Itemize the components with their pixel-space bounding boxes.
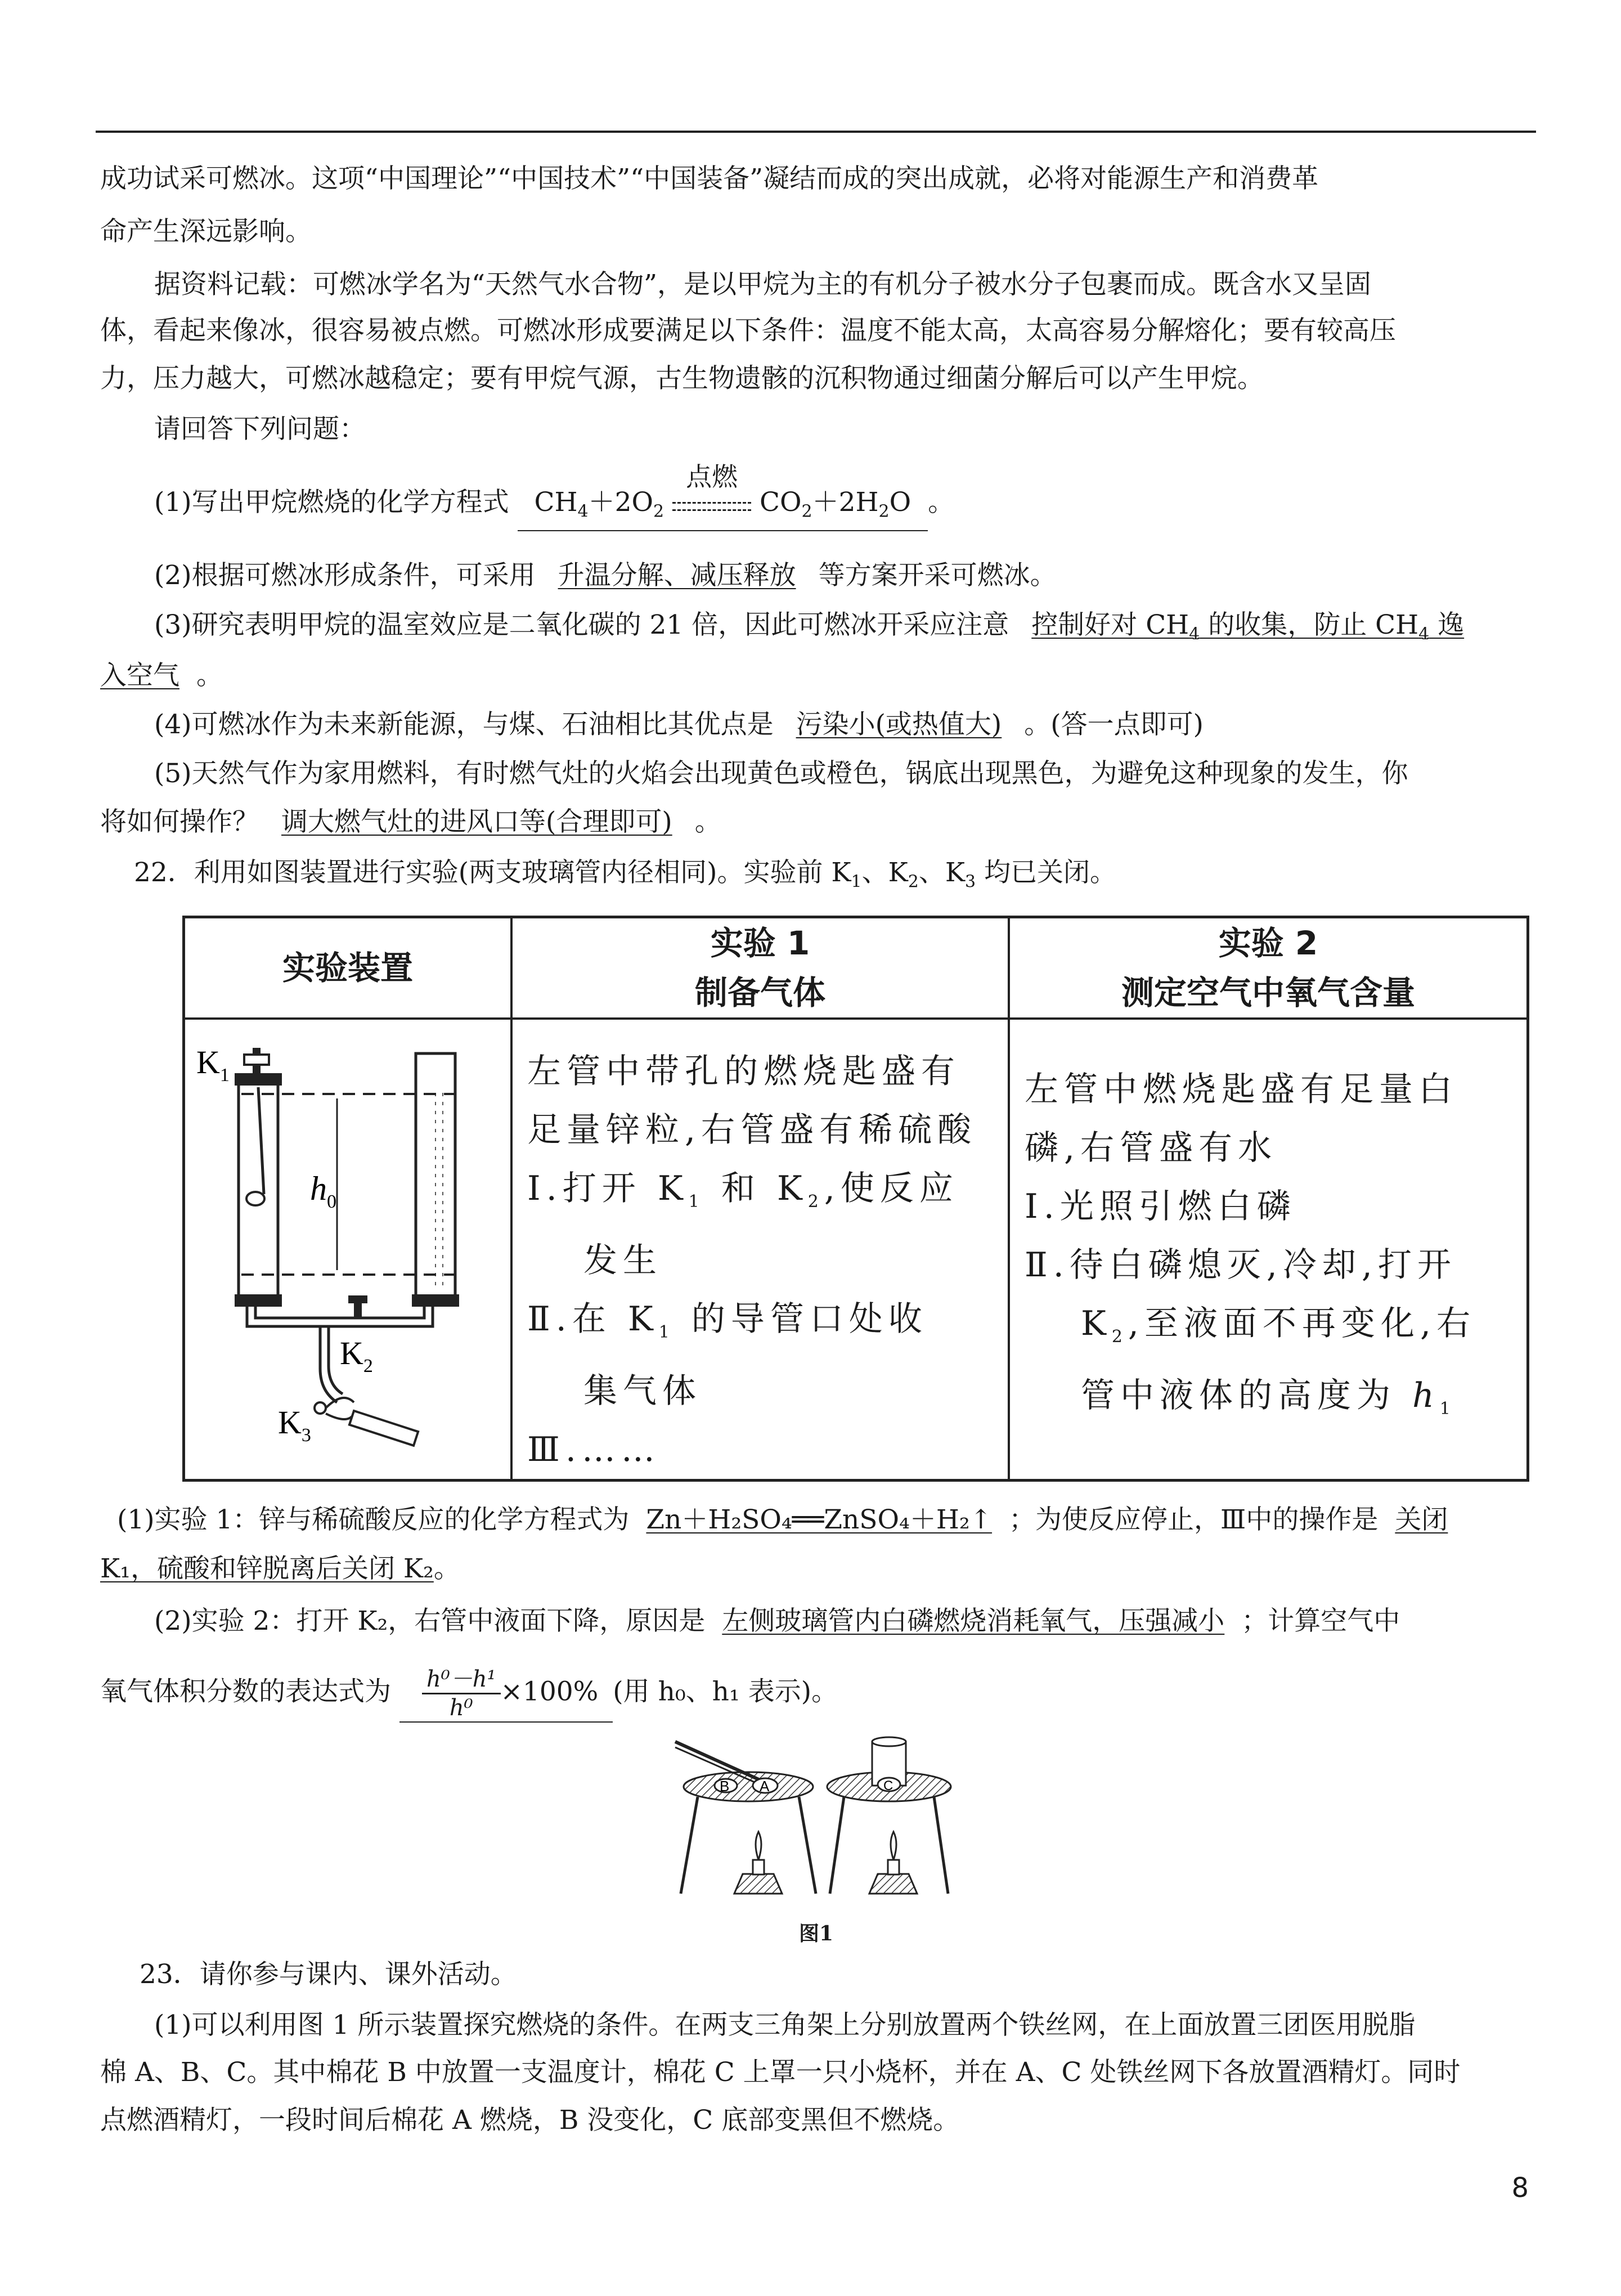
exp2-line: $K_2$,至液面不再变化,右 [1081, 1304, 1476, 1347]
question-23-stem: 23．请你参与课内、课外活动。 [140, 1959, 517, 1990]
table-header-apparatus: 实验装置 [184, 917, 512, 1019]
exp2-line: 磷,右管盛有水 [1025, 1128, 1278, 1168]
exp2-step-2: Ⅱ.待白磷熄灭,冷却,打开 [1025, 1245, 1457, 1285]
experiment-1-cell [511, 1019, 1009, 1481]
fraction-denominator: h⁰ [449, 1695, 473, 1721]
question-5: (5)天然气作为家用燃料，有时燃气灶的火焰会出现黄色或橙色，锅底出现黑色，为避免这种现象的发生，你 [154, 758, 1408, 789]
label-a: A [760, 1778, 770, 1795]
question-3-cont: 入空气 。 [100, 660, 223, 691]
header-rule [96, 131, 1536, 133]
question-4: (4)可燃冰作为未来新能源，与煤、石油相比其优点是 污染小(或热值大) 。(答一点即可) [154, 709, 1204, 740]
intro-line: 命产生深远影响。 [100, 216, 312, 247]
label-b: B [720, 1778, 730, 1795]
exp1-line: 足量锌粒,右管盛有稀硫酸 [527, 1110, 977, 1150]
answer-22-1-cont: K₁，硫酸和锌脱离后关闭 K₂。 [100, 1553, 460, 1584]
intro-line: 请回答下列问题： [154, 414, 366, 445]
question-2: (2)根据可燃冰形成条件，可采用 升温分解、减压释放 等方案开采可燃冰。 [154, 560, 1057, 591]
k3-label: $K_3$ [278, 1404, 311, 1446]
apparatus-cell [184, 1019, 512, 1481]
fraction-numerator: h⁰－h¹ [422, 1666, 501, 1694]
question-1: (1)写出甲烷燃烧的化学方程式 $CH_4+2O_2$ 点燃 $CO_2+2H_2O$ 。 [154, 484, 1583, 531]
figure-1 [664, 1730, 957, 1916]
question-23-line: 棉 A、B、C。其中棉花 B 中放置一支温度计，棉花 C 上罩一只小烧杯，并在 A、C 处铁丝网下各放置酒精灯。同时 [100, 2057, 1461, 2088]
table-header-exp1: 实验 1 制备气体 [511, 917, 1009, 1019]
reaction-condition: 点燃 [686, 461, 738, 492]
exp2-line: 管中液体的高度为 $h_1$ [1081, 1376, 1456, 1419]
exp1-line: 发生 [583, 1241, 662, 1280]
intro-line: 据资料记载：可燃冰学名为“天然气水合物”，是以甲烷为主的有机分子被水分子包裹而成。既含水又呈固 [154, 269, 1372, 300]
label-c: C [883, 1778, 893, 1793]
exp2-line: 左管中燃烧匙盛有足量白 [1025, 1070, 1458, 1109]
h0-label: $h_0$ [310, 1170, 336, 1212]
k1-label: $K_1$ [196, 1044, 230, 1086]
k2-label: $K_2$ [340, 1335, 373, 1376]
exp2-step-1: Ⅰ.光照引燃白磷 [1025, 1187, 1296, 1226]
experiment-2-cell [1009, 1019, 1528, 1481]
answer-22-1: (1)实验 1：锌与稀硫酸反应的化学方程式为 Zn＋H₂SO₄══ZnSO₄＋H₂↑ ；为使反应停止，Ⅲ中的操作是 关闭 [117, 1504, 1448, 1535]
question-5-cont: 将如何操作？ 调大燃气灶的进风口等(合理即可) 。 [100, 806, 721, 837]
question-23-line: (1)可以利用图 1 所示装置探究燃烧的条件。在两支三角架上分别放置两个铁丝网，在上面放置三团医用脱脂 [154, 2010, 1416, 2041]
apparatus-diagram [185, 1020, 506, 1470]
intro-line: 力，压力越大，可燃冰越稳定；要有甲烷气源，古生物遗骸的沉积物通过细菌分解后可以产生甲烷。 [100, 363, 1264, 394]
experiment-table [182, 916, 1529, 1482]
answer-22-2: (2)实验 2：打开 K₂，右管中液面下降，原因是 左侧玻璃管内白磷燃烧消耗氧气，压强减小 ；计算空气中 [154, 1606, 1400, 1636]
question-22-stem: 22．利用如图装置进行实验(两支玻璃管内径相同)。实验前 $K_1$、$K_2$、$K_3$ 均已关闭。 [134, 857, 1117, 892]
question-23-line: 点燃酒精灯，一段时间后棉花 A 燃烧，B 没变化，C 底部变黑但不燃烧。 [100, 2105, 960, 2136]
intro-line: 成功试采可燃冰。这项“中国理论”“中国技术”“中国装备”凝结而成的突出成就，必将对能源生产和消费革 [100, 163, 1319, 194]
exp1-line: 集气体 [583, 1371, 702, 1411]
table-header-exp2: 实验 2 测定空气中氧气含量 [1009, 917, 1528, 1019]
exp1-step-3: Ⅲ.…… [527, 1430, 661, 1469]
figure-1-caption: 图1 [799, 1922, 834, 1945]
exp1-line: 左管中带孔的燃烧匙盛有 [527, 1052, 960, 1091]
page-number: 8 [1511, 2172, 1529, 2204]
exp1-step-2: Ⅱ.在 $K_1$ 的导管口处收 [527, 1299, 928, 1342]
intro-line: 体，看起来像冰，很容易被点燃。可燃冰形成要满足以下条件：温度不能太高，太高容易分解熔化；要有较高压 [100, 315, 1396, 346]
question-3: (3)研究表明甲烷的温室效应是二氧化碳的 21 倍，因此可燃冰开采应注意 控制好对 $CH_4$ 的收集，防止 $CH_4$ 逸 [154, 609, 1465, 644]
exp1-step-1: Ⅰ.打开 $K_1$ 和 $K_2$,使反应 [527, 1169, 959, 1212]
answer-22-2-cont: 氧气体积分数的表达式为 $\frac{\text{h⁰－h¹}}{\text{h⁰}}$ ×100% (用 h₀、h₁ 表示)。 [100, 1666, 1529, 1723]
